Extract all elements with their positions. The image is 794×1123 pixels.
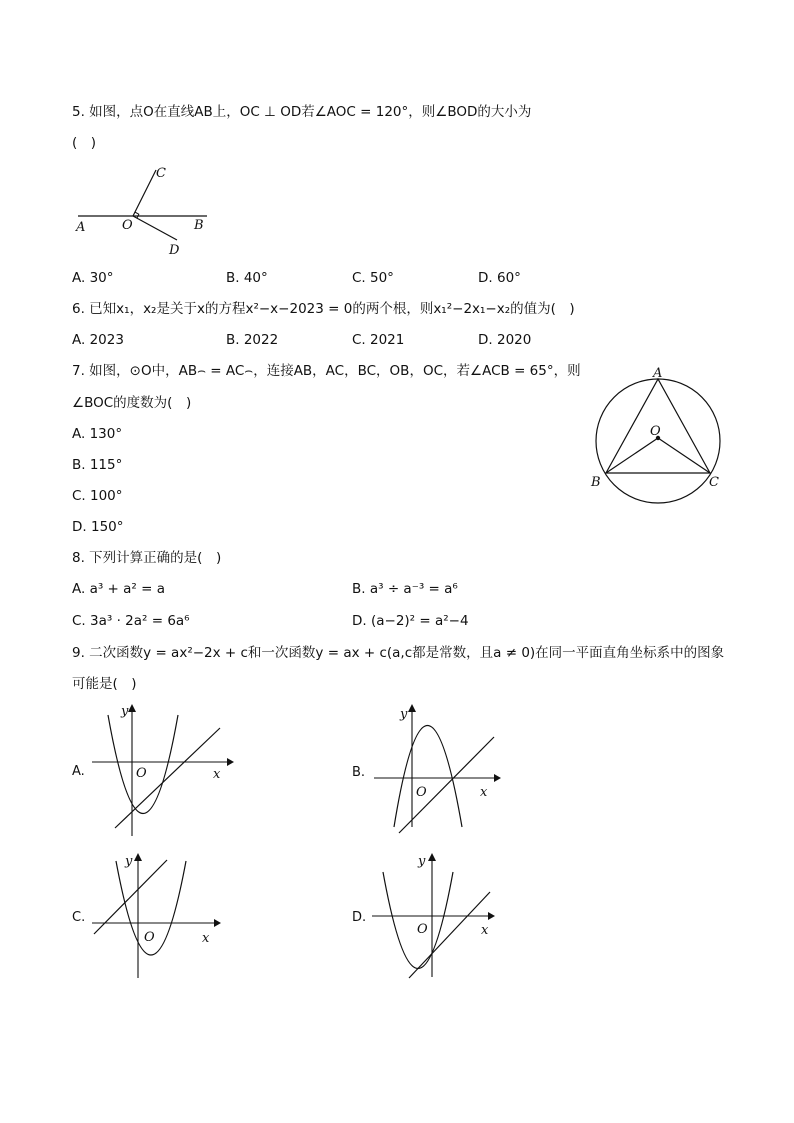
q9-d-o-label: O — [417, 922, 428, 937]
q9-b-x-label: x — [480, 785, 488, 800]
q5-label-c: C — [156, 166, 166, 181]
q5-label-a: A — [76, 220, 86, 235]
q9-graph-b-label: B. — [352, 765, 366, 780]
q9-stem-line2: 可能是( ) — [72, 676, 137, 692]
q5-option-a: A. 30° — [72, 270, 114, 286]
q7-option-d: D. 150° — [72, 519, 124, 535]
q9-d-y-label: y — [418, 854, 426, 869]
q9-graph-a — [90, 703, 240, 843]
q9-b-o-label: O — [416, 785, 427, 800]
q9-a-o-label: O — [136, 766, 147, 781]
q9-stem-line1: 9. 二次函数y = ax²−2x + c和一次函数y = ax + c(a,c都是常数，且a ≠ 0)在同一平面直角坐标系中的图象 — [72, 645, 725, 661]
q6-option-d: D. 2020 — [478, 332, 532, 348]
q9-graph-c — [90, 850, 240, 990]
q9-graph-b — [372, 700, 522, 840]
q6-option-c: C. 2021 — [352, 332, 405, 348]
q9-graph-d-label: D. — [352, 910, 367, 925]
q5-option-d: D. 60° — [478, 270, 521, 286]
q7-label-o: O — [650, 424, 661, 439]
q5-label-o: O — [122, 218, 133, 233]
q7-option-a: A. 130° — [72, 426, 123, 442]
q9-c-y-label: y — [125, 854, 133, 869]
q7-stem-line1: 7. 如图，⊙O中，AB⌢ = AC⌢，连接AB，AC，BC，OB，OC，若∠ACB = 65°，则 — [72, 363, 581, 379]
q5-paren: ( ) — [72, 135, 97, 151]
q9-c-o-label: O — [144, 930, 155, 945]
q5-label-d: D — [169, 243, 180, 258]
q8-option-d: D. (a−2)² = a²−4 — [352, 613, 469, 629]
q7-stem-line2: ∠BOC的度数为( ) — [72, 395, 192, 411]
q7-label-a: A — [653, 366, 663, 381]
q9-graph-c-label: C. — [72, 910, 86, 925]
q9-graph-a-label: A. — [72, 764, 85, 779]
q9-b-y-label: y — [400, 707, 408, 722]
q7-label-b: B — [591, 475, 601, 490]
q5-stem: 5. 如图，点O在直线AB上，OC ⊥ OD若∠AOC = 120°，则∠BOD的大小为 — [72, 104, 532, 120]
q8-option-a: A. a³ + a² = a — [72, 581, 166, 597]
q5-label-b: B — [194, 218, 204, 233]
q5-option-b: B. 40° — [226, 270, 268, 286]
q8-option-b: B. a³ ÷ a⁻³ = a⁶ — [352, 581, 458, 597]
q8-stem: 8. 下列计算正确的是( ) — [72, 550, 222, 566]
q5-option-c: C. 50° — [352, 270, 394, 286]
q6-stem: 6. 已知x₁，x₂是关于x的方程x²−x−2023 = 0的两个根，则x₁²−2x₁−x₂的值为( ) — [72, 301, 575, 317]
q9-d-x-label: x — [481, 923, 489, 938]
q9-a-x-label: x — [213, 767, 221, 782]
q5-angle-figure — [70, 160, 220, 260]
q7-label-c: C — [709, 475, 719, 490]
q7-option-c: C. 100° — [72, 488, 123, 504]
q6-option-b: B. 2022 — [226, 332, 279, 348]
q7-circle-figure — [585, 362, 735, 497]
q8-option-c: C. 3a³ · 2a² = 6a⁶ — [72, 613, 190, 629]
q6-option-a: A. 2023 — [72, 332, 124, 348]
q9-c-x-label: x — [202, 931, 210, 946]
q9-a-y-label: y — [121, 704, 129, 719]
q7-option-b: B. 115° — [72, 457, 123, 473]
q9-graph-d — [370, 850, 520, 990]
